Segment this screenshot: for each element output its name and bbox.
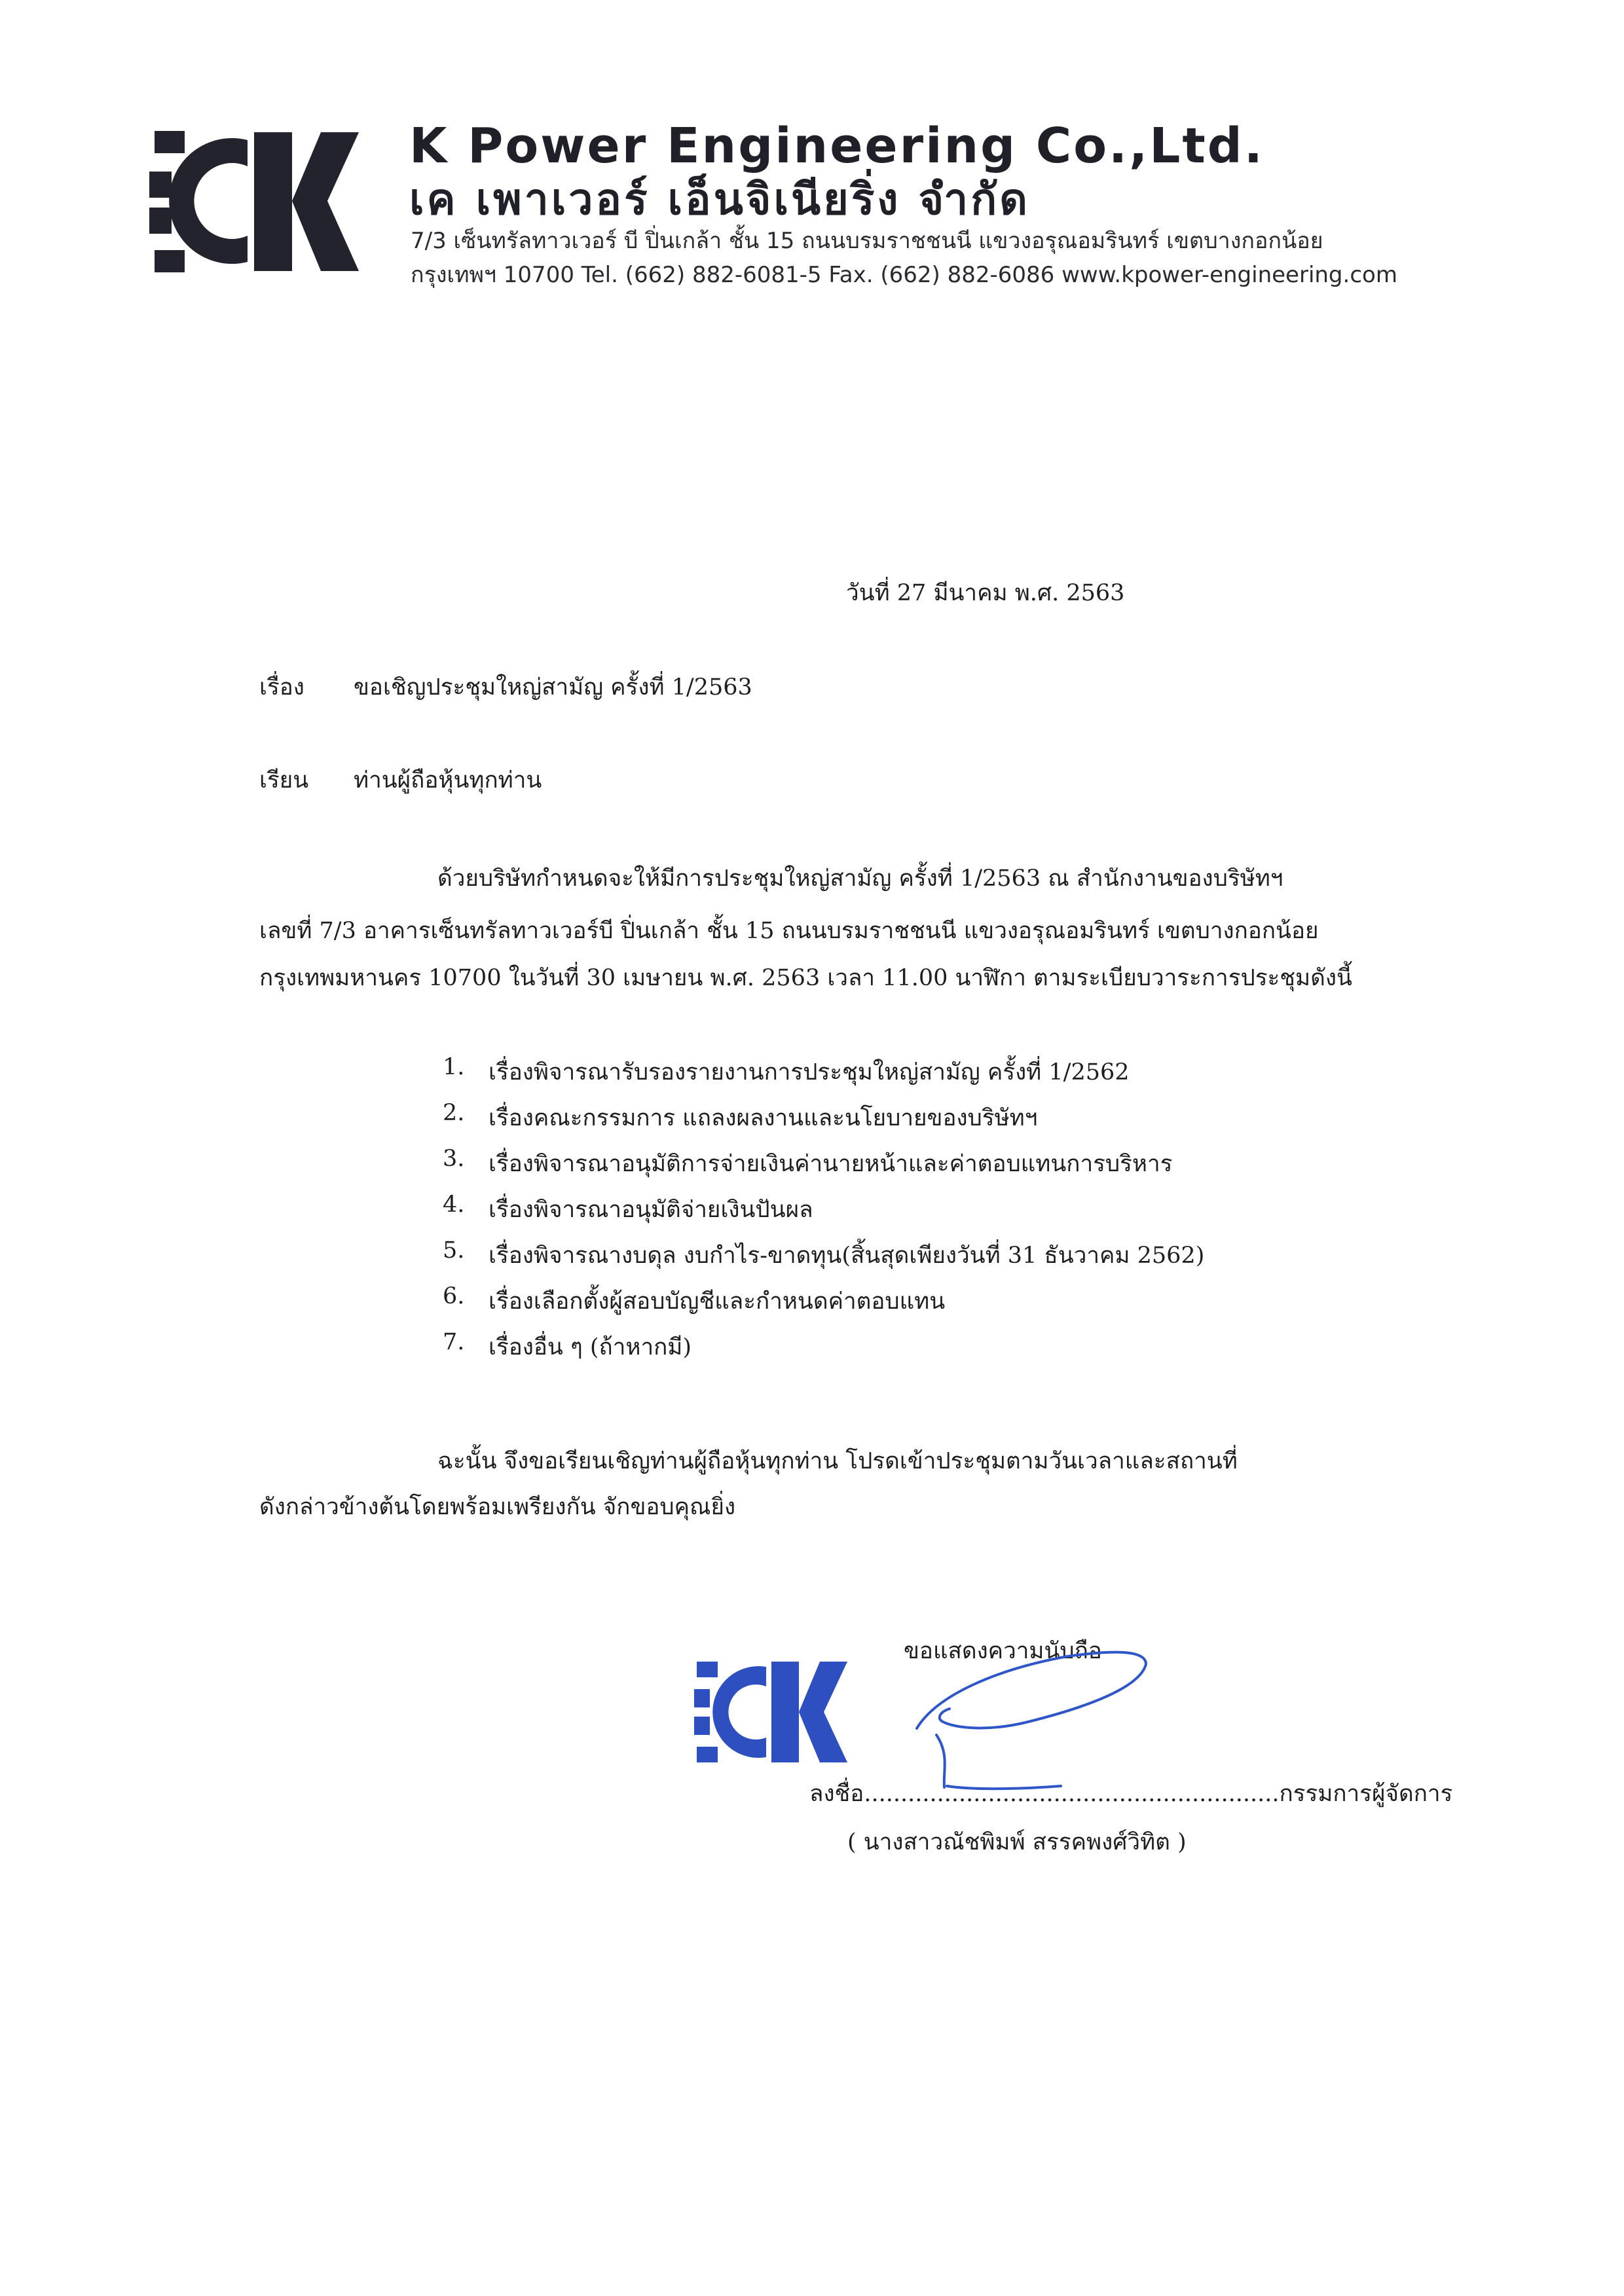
agenda-text: เรื่องพิจารณารับรองรายงานการประชุมใหญ่สามัญ ครั้งที่ 1/2562 xyxy=(489,1059,1130,1085)
address-line-1: 7/3 เซ็นทรัลทาวเวอร์ บี ปิ่นเกล้า ชั้น 15 ถนนบรมราชชนนี แขวงอรุณอมรินทร์ เขตบางกอกน้อย xyxy=(411,228,1323,254)
body-line-3: กรุงเทพมหานคร 10700 ในวันที่ 30 เมษายน พ.ศ. 2563 เวลา 11.00 นาฬิกา ตามระเบียบวาระการประชุมดังนี้ xyxy=(259,965,1352,991)
agenda-number: 7. xyxy=(443,1329,465,1355)
agenda-text: เรื่องพิจารณาอนุมัติการจ่ายเงินค่านายหน้าและค่าตอบแทนการบริหาร xyxy=(489,1151,1173,1177)
agenda-number: 3. xyxy=(443,1146,465,1172)
subject-label: เรื่อง xyxy=(259,674,304,701)
agenda-text: เรื่องเลือกตั้งผู้สอบบัญชีและกำหนดค่าตอบแทน xyxy=(489,1288,946,1315)
agenda-item xyxy=(443,1283,1204,1329)
body-line-2: เลขที่ 7/3 อาคารเซ็นทรัลทาวเวอร์บี ปิ่นเกล้า ชั้น 15 ถนนบรมราชชนนี แขวงอรุณอมรินทร์ เขตบางกอกน้อย xyxy=(259,918,1319,944)
signatory-name: ( นางสาวณัชพิมพ์ สรรคพงศ์วิทิต ) xyxy=(847,1829,1187,1855)
agenda-item xyxy=(443,1192,1204,1237)
agenda-item xyxy=(443,1146,1204,1192)
recipient-label: เรียน xyxy=(259,767,309,793)
agenda-text: เรื่องพิจารณาอนุมัติจ่ายเงินปันผล xyxy=(489,1197,813,1223)
company-name-th: เค เพาเวอร์ เอ็นจิเนียริ่ง จำกัด xyxy=(409,174,1031,225)
company-stamp xyxy=(694,1656,851,1770)
agenda-number: 2. xyxy=(443,1100,465,1126)
agenda-text: เรื่องคณะกรรมการ แถลงผลงานและนโยบายของบริษัทฯ xyxy=(489,1105,1038,1131)
signature-line: ลงชื่อ.........................................................กรรมการผู้จัดการ xyxy=(809,1781,1453,1807)
agenda-item xyxy=(443,1054,1204,1100)
company-name-en: K Power Engineering Co.,Ltd. xyxy=(409,118,1264,174)
subject-text: ขอเชิญประชุมใหญ่สามัญ ครั้งที่ 1/2563 xyxy=(354,674,752,701)
agenda-list xyxy=(443,1054,1204,1375)
closing-line-1: ฉะนั้น จึงขอเรียนเชิญท่านผู้ถือหุ้นทุกท่าน โปรดเข้าประชุมตามวันเวลาและสถานที่ xyxy=(437,1448,1238,1474)
body-line-1: ด้วยบริษัทกำหนดจะให้มีการประชุมใหญ่สามัญ ครั้งที่ 1/2563 ณ สำนักงานของบริษัทฯ xyxy=(437,866,1283,892)
agenda-number: 1. xyxy=(443,1054,465,1080)
agenda-item xyxy=(443,1329,1204,1375)
letter-date: วันที่ 27 มีนาคม พ.ศ. 2563 xyxy=(846,580,1125,606)
closing-line-2: ดังกล่าวข้างต้นโดยพร้อมเพรียงกัน จักขอบคุณยิ่ง xyxy=(259,1494,736,1520)
agenda-text: เรื่องพิจารณางบดุล งบกำไร-ขาดทุน(สิ้นสุดเพียงวันที่ 31 ธันวาคม 2562) xyxy=(489,1243,1205,1269)
recipient-text: ท่านผู้ถือหุ้นทุกท่าน xyxy=(354,767,542,793)
agenda-number: 6. xyxy=(443,1283,465,1309)
agenda-item xyxy=(443,1100,1204,1146)
address-line-2: กรุงเทพฯ 10700 Tel. (662) 882-6081-5 Fax. (662) 882-6086 www.kpower-engineering.com xyxy=(411,262,1397,288)
agenda-number: 4. xyxy=(443,1192,465,1218)
agenda-text: เรื่องอื่น ๆ (ถ้าหากมี) xyxy=(489,1334,692,1360)
agenda-item xyxy=(443,1237,1204,1283)
company-logo xyxy=(149,126,360,276)
agenda-number: 5. xyxy=(443,1237,465,1264)
regards-text: ขอแสดงความนับถือ xyxy=(904,1638,1102,1664)
